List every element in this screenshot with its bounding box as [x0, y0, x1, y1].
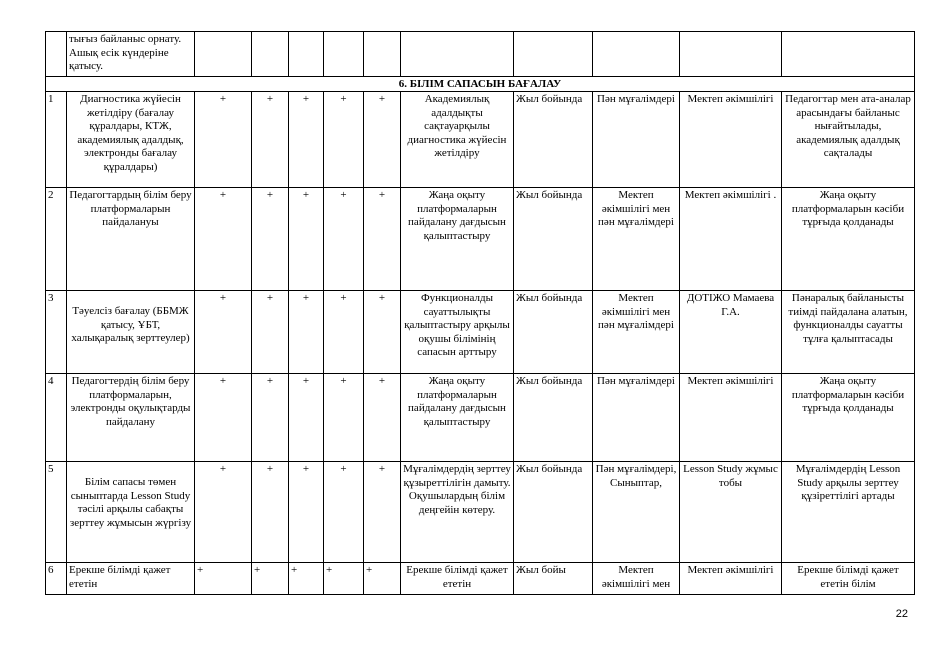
table-row: [46, 188, 915, 291]
cell-responsible: Lesson Study жұмыс тобы: [680, 462, 782, 563]
cell-mark: +: [195, 374, 252, 462]
cell-responsible: Мектеп әкімшілігі: [680, 374, 782, 462]
table-row: [46, 462, 915, 563]
cell-activity: Тәуелсіз бағалау (ББМЖ қатысу, ҰБТ, халықаралық зерттеулер): [67, 291, 195, 374]
cell-form: Функционалды сауаттылықты қалыптастыру арқылы оқушы білімінің сапасын арттыру: [401, 291, 514, 374]
cell-mark: +: [289, 188, 324, 291]
cell-mark: +: [252, 291, 289, 374]
section-header-row: [46, 77, 915, 92]
cell-result: Пәнаралық байланысты тиімді пайдалана алатын, функционалды сауатты тұлға қалыптасады: [782, 291, 915, 374]
cell-activity: тығыз байланыс орнату. Ашық есік күндеріне қатысу.: [67, 32, 195, 77]
cell-mark: +: [324, 188, 364, 291]
table-row: [46, 563, 915, 595]
cell-activity: Білім сапасы төмен сыныптарда Lesson Study тәсілі арқылы сабақты зерттеу жұмысын жүргізу: [67, 462, 195, 563]
cell-participants: Пән мұғалімдері, Сыныптар,: [593, 462, 680, 563]
table-row: [46, 374, 915, 462]
cell-mark: +: [289, 92, 324, 188]
cell-mark: +: [252, 188, 289, 291]
cell-num: 1: [46, 92, 67, 188]
cell-mark: +: [364, 563, 401, 595]
cell-mark: +: [252, 374, 289, 462]
cell-period: Жыл бойында: [514, 462, 593, 563]
plan-table: [45, 31, 915, 595]
cell-mark: +: [364, 291, 401, 374]
cell-mark: +: [324, 563, 364, 595]
cell-num: 4: [46, 374, 67, 462]
cell-activity: Педагогтердің білім беру платформаларын, электронды оқулықтарды пайдалану: [67, 374, 195, 462]
cell-period: Жыл бойы: [514, 563, 593, 595]
cell-responsible: Мектеп әкімшілігі: [680, 563, 782, 595]
cell-period: Жыл бойында: [514, 188, 593, 291]
cell-form: Мұғалімдердің зерттеу құзыреттілігін дамыту. Оқушылардың білім деңгейін көтеру.: [401, 462, 514, 563]
cell-mark: +: [195, 188, 252, 291]
cell-mark: +: [195, 563, 252, 595]
table-row: [46, 291, 915, 374]
cell-result: Мұғалімдердің Lesson Study арқылы зерттеу құзіреттілігі артады: [782, 462, 915, 563]
cell-form: Жаңа оқыту платформаларын пайдалану дағдысын қалыптастыру: [401, 374, 514, 462]
cell-num: 6: [46, 563, 67, 595]
cell-mark: +: [289, 462, 324, 563]
cell-num: 2: [46, 188, 67, 291]
cell-mark: +: [289, 563, 324, 595]
cell-num: 3: [46, 291, 67, 374]
cell-participants: Пән мұғалімдері: [593, 92, 680, 188]
cell-num: 5: [46, 462, 67, 563]
cell-participants: Мектеп әкімшілігі мен пән мұғалімдері: [593, 188, 680, 291]
cell-mark: +: [195, 462, 252, 563]
cell-participants: Пән мұғалімдері: [593, 374, 680, 462]
cell-activity: Педагогтардың білім беру платформаларын пайдалануы: [67, 188, 195, 291]
cell-result: Жаңа оқыту платформаларын кәсіби тұрғыда қолданады: [782, 374, 915, 462]
cell-mark: +: [252, 462, 289, 563]
cell-mark: +: [364, 374, 401, 462]
cell-mark: +: [324, 291, 364, 374]
cell-mark: +: [324, 92, 364, 188]
cell-responsible: Мектеп әкімшілігі .: [680, 188, 782, 291]
cell-num: [46, 32, 67, 77]
cell-activity: Диагностика жүйесін жетілдіру (бағалау құралдары, КТЖ, академиялық адалдық, электронды бағалау құралдары): [67, 92, 195, 188]
cell-activity: Ерекше білімді қажет ететін: [67, 563, 195, 595]
cell-participants: Мектеп әкімшілігі мен пән мұғалімдері: [593, 291, 680, 374]
cell-period: Жыл бойында: [514, 92, 593, 188]
section-title: 6. БІЛІМ САПАСЫН БАҒАЛАУ: [46, 77, 915, 92]
cell-mark: +: [195, 291, 252, 374]
cell-mark: +: [195, 92, 252, 188]
table-row: [46, 92, 915, 188]
cell-mark: +: [364, 462, 401, 563]
cell-result: Ерекше білімді қажет ететін білім: [782, 563, 915, 595]
cell-form: Академиялық адалдықты сақтауарқылы диагностика жүйесін жетілдіру: [401, 92, 514, 188]
cell-period: Жыл бойында: [514, 291, 593, 374]
cell-responsible: ДОТІЖО Мамаева Г.А.: [680, 291, 782, 374]
cell-mark: +: [289, 374, 324, 462]
cell-mark: +: [324, 374, 364, 462]
cell-mark: +: [289, 291, 324, 374]
cell-period: Жыл бойында: [514, 374, 593, 462]
cell-mark: +: [324, 462, 364, 563]
cell-result: Жаңа оқыту платформаларын кәсіби тұрғыда қолданады: [782, 188, 915, 291]
cell-mark: +: [252, 563, 289, 595]
cell-mark: +: [252, 92, 289, 188]
table-row-continued: [46, 32, 915, 77]
cell-responsible: Мектеп әкімшілігі: [680, 92, 782, 188]
cell-form: Ерекше білімді қажет ететін: [401, 563, 514, 595]
cell-mark: +: [364, 92, 401, 188]
page-number: 22: [895, 608, 908, 620]
cell-mark: +: [364, 188, 401, 291]
cell-result: Педагогтар мен ата-аналар арасындағы байланыс нығайтылады, академиялық адалдық сақталады: [782, 92, 915, 188]
cell-form: Жаңа оқыту платформаларын пайдалану дағдысын қалыптастыру: [401, 188, 514, 291]
cell-participants: Мектеп әкімшілігі мен: [593, 563, 680, 595]
